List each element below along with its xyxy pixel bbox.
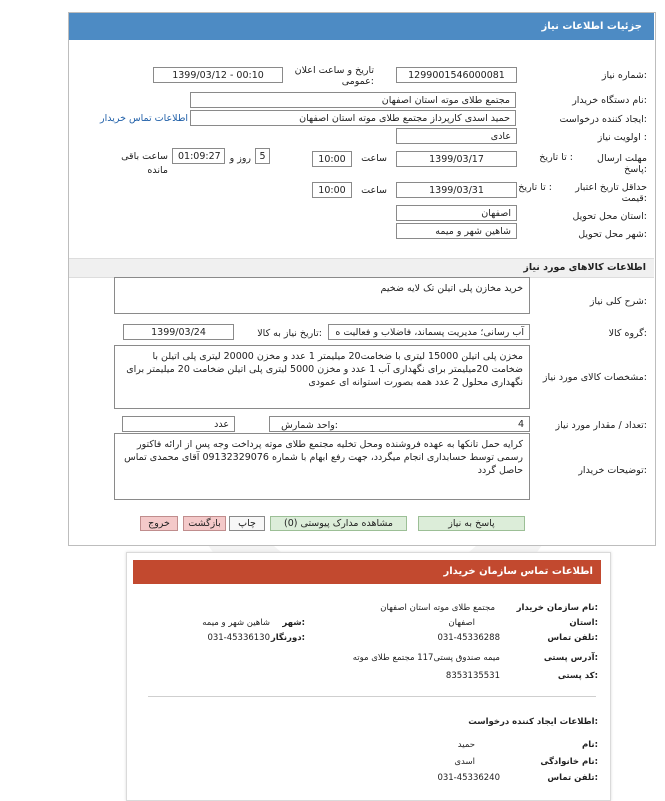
print-button[interactable]: چاپ <box>229 516 265 531</box>
priority-label: اولویت نیاز : <box>597 132 647 143</box>
postal-code-label: کد پستی: <box>557 671 598 681</box>
buyer-notes-field[interactable]: کرایه حمل تانکها به عهده فروشنده ومحل تخلیه مجتمع طلای موته پرداخت وجه پس از ارائه فاکتور رسمی توسط حسابداری انجام میگردد، جهت رفع ابهام با شماره 09132329076 آقای محمدی تماس حاصل گردد <box>114 433 530 500</box>
delivery-city-field[interactable]: شاهین شهر و میمه <box>396 223 517 239</box>
goods-group-field[interactable]: آب رسانی؛ مدیریت پسماند، فاضلاب و فعالیت ه <box>328 324 530 340</box>
goods-group-label: گروه کالا: <box>608 328 647 339</box>
requester-phone-value: 031-45336240 <box>437 773 500 783</box>
goods-section-title: اطلاعات کالاهای مورد نیاز <box>523 262 646 273</box>
back-button[interactable]: بازگشت <box>183 516 226 531</box>
phone-label: تلفن تماس: <box>547 633 598 643</box>
contact-card-title: اطلاعات تماس سازمان خریدار <box>443 566 593 577</box>
buyer-contact-card <box>126 552 611 801</box>
exit-button[interactable]: خروج <box>140 516 178 531</box>
need-date-label: تاریخ نیاز به کالا: <box>257 328 322 339</box>
unit-field[interactable]: عدد <box>122 416 235 432</box>
min-validity-label: حداقل تاریخ اعتبار قیمت: <box>575 182 647 204</box>
fax-label: دورنگار: <box>270 633 305 643</box>
announce-field[interactable]: 1399/03/12 - 00:10 <box>153 67 283 83</box>
announce-label: تاریخ و ساعت اعلان عمومی: <box>294 65 374 87</box>
unit-label: واحد شمارش: <box>281 420 338 431</box>
last-name-label: نام خانوادگی: <box>540 757 598 767</box>
buyer-org-field[interactable]: مجتمع طلای موته استان اصفهان <box>190 92 516 108</box>
fax-value: 031-45336130 <box>207 633 270 643</box>
phone-value: 031-45336288 <box>437 633 500 643</box>
summary-label: شرح کلی نیاز: <box>589 296 647 307</box>
province-label: استان: <box>569 618 598 628</box>
contact-divider <box>148 696 596 697</box>
delivery-city-label: شهر محل تحویل: <box>578 229 647 240</box>
city-label: شهر: <box>282 618 305 628</box>
validity-until-label: تا تاریخ : <box>518 182 552 193</box>
need-number-label: شماره نیاز: <box>601 70 647 81</box>
address-value: میمه صندوق پستی117 مجتمع طلای موته <box>352 653 500 663</box>
deadline-time-label: ساعت <box>361 153 387 164</box>
province-value: اصفهان <box>448 618 475 628</box>
attachments-button[interactable]: مشاهده مدارک پیوستی (0) <box>270 516 407 531</box>
deadline-time-field[interactable]: 10:00 <box>312 151 352 167</box>
goods-section-header <box>69 258 654 278</box>
need-number-field[interactable]: 1299001546000081 <box>396 67 517 83</box>
need-date-field[interactable]: 1399/03/24 <box>123 324 234 340</box>
buyer-contact-link[interactable]: اطلاعات تماس خریدار <box>100 113 189 124</box>
panel-titlebar <box>69 13 654 40</box>
address-label: آدرس پستی: <box>543 653 598 663</box>
remaining-days-label: روز و <box>229 153 251 164</box>
org-name-value: مجتمع طلای موته استان اصفهان <box>380 603 495 613</box>
remaining-time-field: 01:09:27 <box>172 148 225 164</box>
first-name-value: حمید <box>457 740 475 750</box>
quantity-field[interactable]: 4 <box>269 416 530 432</box>
quantity-label: تعداد / مقدار مورد نیاز: <box>555 420 647 431</box>
page-title: جزئیات اطلاعات نیاز <box>541 21 642 32</box>
creator-label: ایجاد کننده درخواست: <box>559 114 647 125</box>
validity-date-field[interactable]: 1399/03/31 <box>396 182 517 198</box>
requester-phone-label: تلفن تماس: <box>547 773 598 783</box>
validity-time-field[interactable]: 10:00 <box>312 182 352 198</box>
priority-field[interactable]: عادی <box>396 128 517 144</box>
buyer-org-label: نام دستگاه خریدار: <box>572 95 647 106</box>
deadline-label: مهلت ارسال پاسخ: <box>597 153 647 175</box>
creator-field[interactable]: حمید اسدی کارپرداز مجتمع طلای موته استان اصفهان <box>190 110 516 126</box>
remaining-days-field: 5 <box>255 148 270 164</box>
delivery-province-field[interactable]: اصفهان <box>396 205 517 221</box>
delivery-province-label: استان محل تحویل: <box>572 211 647 222</box>
remaining-time-label: ساعت باقی مانده <box>121 151 168 176</box>
contact-card-header <box>133 560 601 584</box>
postal-code-value: 8353135531 <box>445 671 500 681</box>
city-value: شاهین شهر و میمه <box>202 618 270 628</box>
specs-field[interactable]: مخزن پلی اتیلن 15000 لیتری با ضخامت20 میلیمتر 1 عدد و مخزن 20000 لیتری پلی اتیلن با ضخامت 20میلیمتر برای نگهداری آب 1 عدد و مخزن 5000 لیتری پلی اتیلن ضخامت 20 میلیمتر برای نگهداری محلول 2 عدد همه بصورت استوانه ای عمودی <box>114 345 530 409</box>
buyer-notes-label: توضیحات خریدار: <box>578 465 647 476</box>
requester-section-title: اطلاعات ایجاد کننده درخواست: <box>468 717 598 727</box>
reply-button[interactable]: پاسخ به نیاز <box>418 516 525 531</box>
org-name-label: نام سازمان خریدار: <box>516 603 598 613</box>
deadline-until-label: تا تاریخ : <box>539 152 573 163</box>
first-name-label: نام: <box>581 740 598 750</box>
validity-time-label: ساعت <box>361 185 387 196</box>
deadline-date-field[interactable]: 1399/03/17 <box>396 151 517 167</box>
last-name-value: اسدی <box>454 757 475 767</box>
specs-label: مشخصات کالای مورد نیاز: <box>542 372 647 383</box>
summary-field[interactable]: خرید مخازن پلی اتیلن تک لایه ضخیم <box>114 277 530 314</box>
